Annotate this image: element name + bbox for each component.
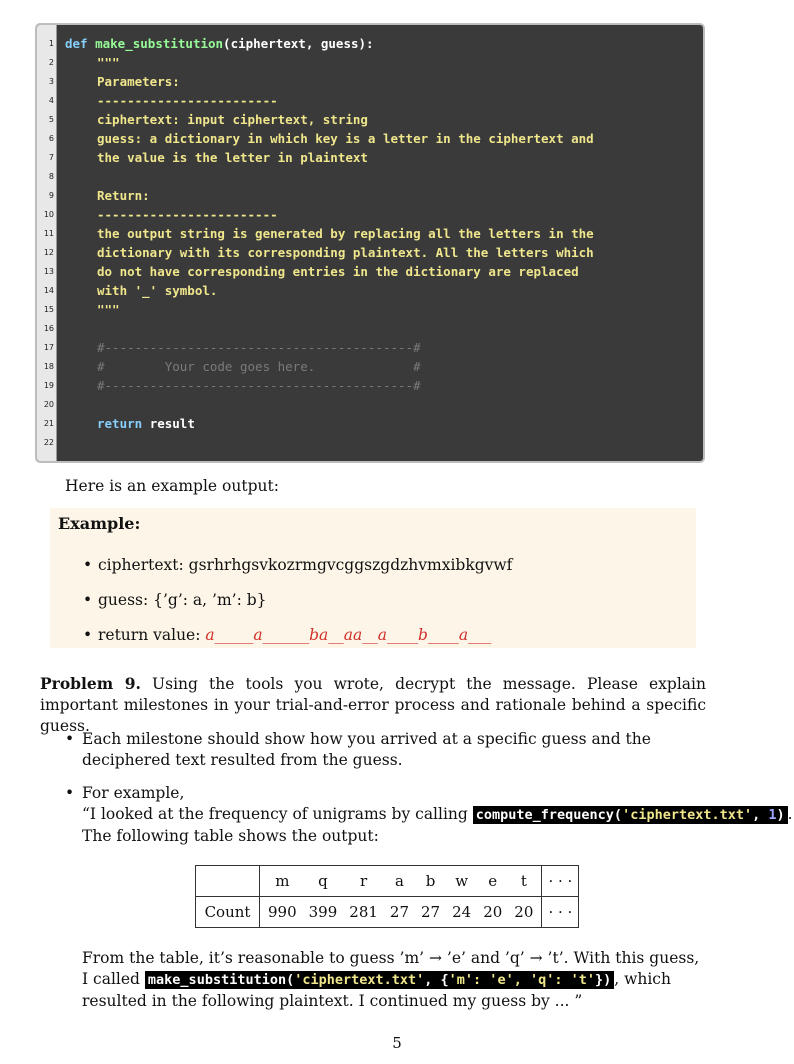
return-doc: do not have corresponding entries in the dictionary are replaced <box>97 264 579 279</box>
compute-frequency-call: compute_frequency('ciphertext.txt', 1) <box>473 806 788 824</box>
page-number: 5 <box>392 1034 402 1052</box>
param-ciphertext-doc: ciphertext: input ciphertext, string <box>97 112 368 127</box>
table-header-cell: w <box>446 866 477 897</box>
comment-border: #-----------------------------------------# <box>97 378 421 393</box>
table-header-cell: m <box>260 866 303 897</box>
line-number: 16 <box>43 324 54 333</box>
table-header-cell: a <box>384 866 415 897</box>
line-number: 11 <box>43 229 54 238</box>
table-cell: 27 <box>384 897 415 928</box>
code-line-13 <box>37 262 703 281</box>
return-doc: with '_' symbol. <box>97 283 218 298</box>
table-cell: 990 <box>260 897 303 928</box>
code-line-20 <box>37 395 703 414</box>
docstring-close: """ <box>97 302 120 317</box>
table-header-cell: r <box>343 866 384 897</box>
code-line-5 <box>37 110 703 129</box>
line-number: 22 <box>43 438 54 447</box>
table-cell: 281 <box>343 897 384 928</box>
example-guess: • guess: {’g’: a, ’m’: b} <box>83 591 267 609</box>
example-title: Example: <box>58 514 141 533</box>
table-ellipsis: · · · <box>542 897 579 928</box>
line-number: 14 <box>43 286 54 295</box>
line-number: 19 <box>43 381 54 390</box>
function-signature: (ciphertext, guess): <box>223 36 374 51</box>
line-number: 4 <box>48 96 54 105</box>
docstring-rule: ------------------------ <box>97 93 278 108</box>
code-line-14 <box>37 281 703 300</box>
line-number: 8 <box>48 172 54 181</box>
table-header-cell: q <box>303 866 344 897</box>
table-cell: 20 <box>477 897 508 928</box>
line-number: 20 <box>43 400 54 409</box>
table-header-cell: b <box>415 866 446 897</box>
bullet-icon: • <box>83 626 93 644</box>
table-cell: 20 <box>508 897 542 928</box>
example-intro: Here is an example output: <box>65 477 279 495</box>
code-line-17 <box>37 338 703 357</box>
params-header: Parameters: <box>97 74 180 89</box>
return-value: a_____a______ba__aa__a____b____a___ <box>205 626 492 644</box>
table-cell: 24 <box>446 897 477 928</box>
code-line-11 <box>37 224 703 243</box>
def-keyword: def <box>65 36 88 51</box>
example-return: • return value: a_____a______ba__aa__a____b____a___ <box>83 626 492 644</box>
code-line-1 <box>37 34 703 53</box>
docstring-rule: ------------------------ <box>97 207 278 222</box>
code-line-3 <box>37 72 703 91</box>
comment-your-code: # Your code goes here. # <box>97 359 421 374</box>
param-guess-doc: guess: a dictionary in which key is a letter in the ciphertext and <box>97 131 594 146</box>
problem-statement: Problem 9. Using the tools you wrote, decrypt the message. Please explain important milestones in your trial-and-error process and rationale behind a specific guess. <box>40 674 706 735</box>
line-number: 10 <box>43 210 54 219</box>
line-number: 6 <box>48 134 54 143</box>
table-corner <box>196 866 260 897</box>
bullet-icon: • <box>83 556 93 574</box>
line-number: 12 <box>43 248 54 257</box>
table-header-row <box>196 866 579 897</box>
example-bullet: • For example, “I looked at the frequency of unigrams by calling compute_frequency('ciphertext.txt', 1) . The following table shows the output: <box>65 784 793 845</box>
code-line-21 <box>37 414 703 433</box>
problem-label: Problem 9. <box>40 674 141 693</box>
example-box <box>50 508 696 648</box>
line-number: 1 <box>48 39 54 48</box>
code-line-4 <box>37 91 703 110</box>
guess-value: {’g’: a, ’m’: b} <box>153 591 267 609</box>
table-row <box>196 897 579 928</box>
param-guess-doc-cont: the value is the letter in plaintext <box>97 150 368 165</box>
ciphertext-value: gsrhrhgsvkozrmgvcggszgdzhvmxibkgvwf <box>188 556 513 574</box>
line-number: 2 <box>48 58 54 67</box>
guess-explanation: From the table, it’s reasonable to guess ’m’ → ’e’ and ’q’ → ’t’. With this guess, I called make_substitution('ciphertext.txt', {'m': 'e', 'q': 't'}) , which resulted in the following plaintext. I continued my guess by ... ” <box>82 949 700 1010</box>
code-line-9 <box>37 186 703 205</box>
code-line-6 <box>37 129 703 148</box>
code-line-10 <box>37 205 703 224</box>
code-line-22 <box>37 433 703 452</box>
return-doc: dictionary with its corresponding plaintext. All the letters which <box>97 245 594 260</box>
return-variable: result <box>149 416 195 431</box>
code-block <box>35 23 705 463</box>
line-number: 21 <box>43 419 54 428</box>
function-name: make_substitution <box>95 36 224 51</box>
code-line-18 <box>37 357 703 376</box>
line-number: 17 <box>43 343 54 352</box>
return-keyword: return <box>97 416 143 431</box>
frequency-table <box>195 865 579 928</box>
code-line-12 <box>37 243 703 262</box>
table-ellipsis: · · · <box>542 866 579 897</box>
docstring-open: """ <box>97 55 120 70</box>
bullet-icon: • <box>65 784 75 802</box>
code-line-8 <box>37 167 703 186</box>
make-substitution-call: make_substitution('ciphertext.txt', {'m': 'e', 'q': 't'}) <box>145 971 614 989</box>
line-number: 3 <box>48 77 54 86</box>
return-header: Return: <box>97 188 150 203</box>
line-number: 9 <box>48 191 54 200</box>
line-number: 15 <box>43 305 54 314</box>
table-cell: 399 <box>303 897 344 928</box>
line-number: 18 <box>43 362 54 371</box>
code-line-16 <box>37 319 703 338</box>
table-header-cell: t <box>508 866 542 897</box>
code-line-7 <box>37 148 703 167</box>
code-line-2 <box>37 53 703 72</box>
example-ciphertext: • ciphertext: gsrhrhgsvkozrmgvcggszgdzhvmxibkgvwf <box>83 556 513 574</box>
table-header-cell: e <box>477 866 508 897</box>
line-number: 7 <box>48 153 54 162</box>
table-row-label: Count <box>196 897 260 928</box>
bullet-icon: • <box>83 591 93 609</box>
milestone-bullet: • Each milestone should show how you arrived at a specific guess and the deciphered text resulted from the guess. <box>65 730 651 769</box>
code-line-19 <box>37 376 703 395</box>
line-number: 5 <box>48 115 54 124</box>
comment-border: #-----------------------------------------# <box>97 340 421 355</box>
return-doc: the output string is generated by replacing all the letters in the <box>97 226 594 241</box>
table-cell: 27 <box>415 897 446 928</box>
line-number: 13 <box>43 267 54 276</box>
bullet-icon: • <box>65 730 75 748</box>
code-line-15 <box>37 300 703 319</box>
